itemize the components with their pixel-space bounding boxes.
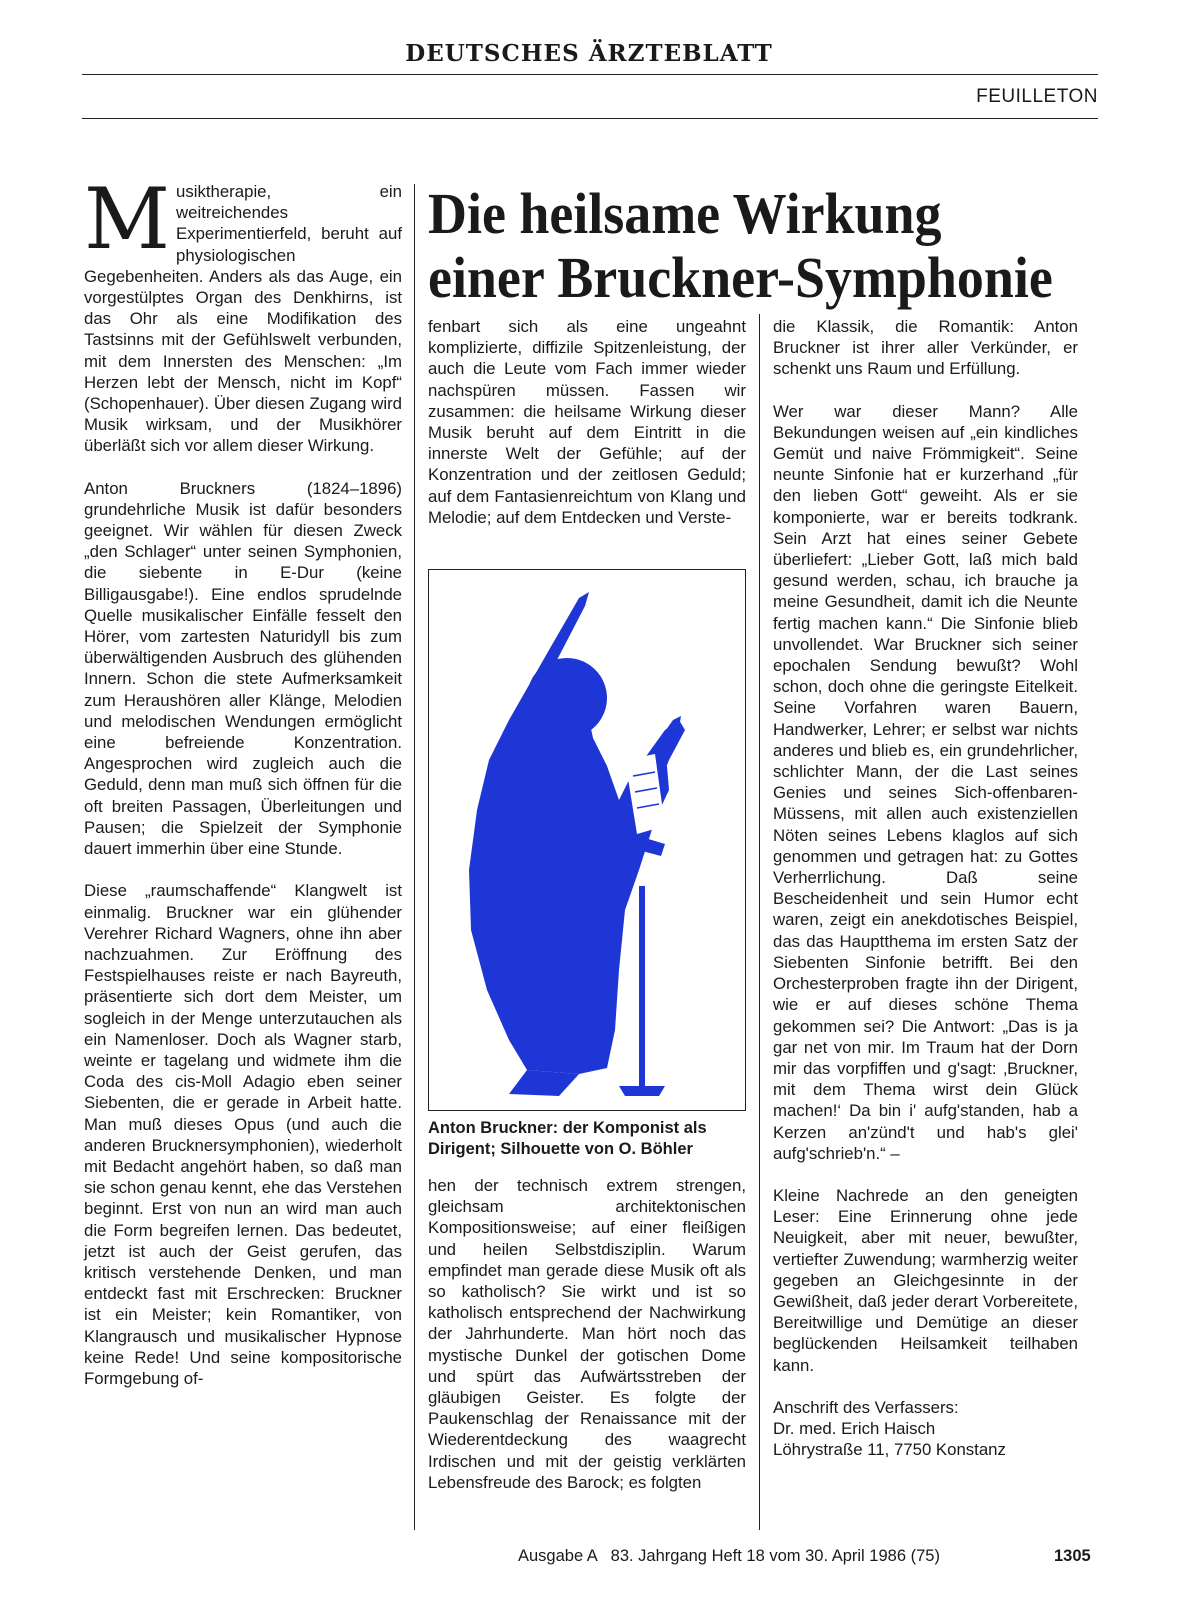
article-title-line: einer Bruckner-Symphonie: [428, 245, 1053, 310]
paragraph: hen der technisch extrem strengen, gleichsam architektonischen Kompositionsweise; auf einer fleißigen und heilen Selbstdisziplin. Warum empfindet man gerade diese Musik oft als so katholisch? Sie wirkt und ist so katholisch entsprechend der Nachwirkung der Jahrhunderte. Man hört noch das mystische Dunkel der gotischen Dome und spürt das Aufwärtsstreben der gläubigen Geister. Es folgte der Paukenschlag der Renaissance mit der Wiederentdeckung des waagrecht Irdischen und mit der geistig verklärten Lebensfreude des Barock; es folgten: [428, 1176, 746, 1492]
figure-frame: [428, 569, 746, 1111]
article-title: [428, 181, 1053, 310]
article-column-2-top: [428, 316, 746, 549]
article-column-3: [773, 316, 1078, 1460]
paragraph: Diese „raumschaffende“ Klangwelt ist einmalig. Bruckner war ein glühender Verehrer Richard Wagners, ohne ihn aber nachzuahmen. Zur Eröffnung des Festspielhauses reiste er nach Bayreuth, präsentierte sich dort dem Meister, um sogleich in der Menge unterzutauchen als ein Namenloser. Doch als Wagner starb, weinte er tagelang und widmete ihm die Coda des cis-Moll Adagio eben seiner Siebenten, die er gerade in Arbeit hatte. Man muß dieses Opus (und auch die anderen Brucknersymphonien), wiederholt mit Bedacht angehört haben, so daß man sie schon genau kennt, ehe das Verstehen beginnt. Erst von nun an wird man auch die Form begreifen lernen. Das bedeutet, jetzt ist auch der Geist gerufen, das kritisch verstehende Denken, und man entdeckt fast mit Erschrecken: Bruckner ist ein Meister; kein Romantiker, von Klangrausch und musikalischer Hypnose keine Rede! Und seine kompositorische Formgebung of-: [84, 881, 402, 1388]
figure-caption: Anton Bruckner: der Komponist als Dirigent; Silhouette von O. Böhler: [428, 1119, 707, 1158]
paragraph: die Klassik, die Romantik: Anton Bruckner ist ihrer aller Verkünder, er schenkt uns Raum und Erfüllung.: [773, 317, 1078, 379]
conductor-silhouette-image: [429, 570, 745, 1110]
paragraph-text: usiktherapie, ein weitreichendes Experimentierfeld, beruht auf physiologischen Gegebenheiten. Anders als das Auge, ein vorgestülptes Organ des Denkhirns, ist das Ohr als eine Modifikation des Tastsinns mit der Gefühlswelt verbunden, mit dem Innersten des Menschen: „Im Herzen lebt der Mensch, nicht im Kopf“ (Schopenhauer). Über diesen Zugang wird Musik wirksam, und der Musikhörer überläßt sich vor allem dieser Wirkung.: [84, 182, 402, 456]
section-rule: [82, 118, 1098, 119]
article-column-2-bottom: [428, 1175, 746, 1514]
section-label: FEUILLETON: [976, 86, 1098, 107]
masthead: DEUTSCHES ÄRZTEBLATT: [405, 40, 773, 67]
column-divider: [414, 184, 415, 1530]
paragraph: fenbart sich als eine ungeahnt komplizierte, diffizile Spitzenleistung, der auch die Leute vom Fach immer wieder nachspüren müssen. Fassen wir zusammen: die heilsame Wirkung dieser Musik beruht auf dem Eintritt in die innerste Welt der Gefühle; auf der Konzentration und der zeitlosen Geduld; auf dem Fantasienreichtum von Klang und Melodie; auf dem Entdecken und Verste-: [428, 317, 746, 527]
paragraph: Wer war dieser Mann? Alle Bekundungen weisen auf „ein kindliches Gemüt und naive Frömmigkeit“. Seine neunte Sinfonie hat er kurzerhand „für den lieben Gott“ geweiht. Als er sie komponierte, war er bereits todkrank. Sein Arzt hat eines seiner Gebete überliefert: „Lieber Gott, laß mich bald gesund werden, schau, ich brauche ja meine Gesundheit, damit ich die Neunte fertig machen kann.“ Die Sinfonie blieb unvollendet. War Bruckner sich seiner epochalen Sendung bewußt? Wohl schon, doch ohne die geringste Eitelkeit. Seine Vorfahren waren Bauern, Handwerker, Lehrer; er selbst war nichts anderes und blieb es, ein grundehrlicher, schlichter Mann, der die Last seines Genies und seines Sich-offenbaren-Müssens, mit allen auch existenziellen Nöten seines Lebens klaglos auf sich genommen und getragen hat: zu Gottes Verherrlichung. Daß seine Bescheidenheit und sein Humor echt waren, zeigt ein anekdotisches Beispiel, das das Hauptthema im ersten Satz der Siebenten Sinfonie betrifft. Bei den Orchesterproben fragte ihn der Dirigent, wie er auf dieses schöne Thema gekommen sei? Die Antwort: „Das is ja gar net von mir. Im Traum hat der Dorn mir das vorpfiffen und g'sagt: ‚Bruckner, mit dem Thema wirst dein Glück machen!‘ Da bin i' aufg'standen, hab a Kerzen an'zünd't und hab's glei' aufg'schrieb'n.“ –: [773, 401, 1078, 1163]
author-name: Dr. med. Erich Haisch: [773, 1418, 936, 1438]
page-number: 1305: [1054, 1547, 1091, 1565]
masthead-rule: [82, 74, 1098, 75]
author-address-label: Anschrift des Verfassers:: [773, 1397, 959, 1417]
column-divider: [759, 314, 760, 1530]
paragraph: Kleine Nachrede an den geneigten Leser: Eine Erinnerung ohne jede Neuigkeit, aber mit neuer, bewußter, vertiefter Zuwendung; warmherzig weiter gegeben an Gleichgesinnte in der Gewißheit, daß jeder derart Vorbereitete, Bereitwillige und Demütige an dieser beglückenden Heilsamkeit teilhaben kann.: [773, 1185, 1078, 1375]
paragraph: [84, 170, 402, 457]
issue-info: [518, 1547, 940, 1566]
issue-info-text: Ausgabe A 83. Jahrgang Heft 18 vom 30. April 1986 (75): [518, 1547, 940, 1565]
article-column-1: [84, 170, 402, 1410]
paragraph: Anton Bruckners (1824–1896) grundehrliche Musik ist dafür besonders geeignet. Wir wählen für diesen Zweck „den Schlager“ unter seinen Symphonien, die siebente in E-Dur (keine Billigausgabe!). Eine endlos sprudelnde Quelle musikalischer Einfälle fesselt den Hörer, vom zartesten Naturidyll bis zum überwältigenden Ausbruch des glühenden Innern. Schon die stete Aufmerksamkeit zum Heraushören aller Klänge, Melodien und melodischen Wendungen ermöglicht eine befreiende Konzentration. Angesprochen wird zugleich auch die Geduld, denn man muß sich öffnen für die oft breiten Passagen, Überleitungen und Pausen; die Spielzeit der Symphonie dauert immerhin über eine Stunde.: [84, 478, 402, 859]
article-title-line: Die heilsame Wirkung: [428, 181, 942, 246]
author-street: Löhrystraße 11, 7750 Konstanz: [773, 1440, 1006, 1460]
drop-cap: M: [84, 170, 171, 268]
